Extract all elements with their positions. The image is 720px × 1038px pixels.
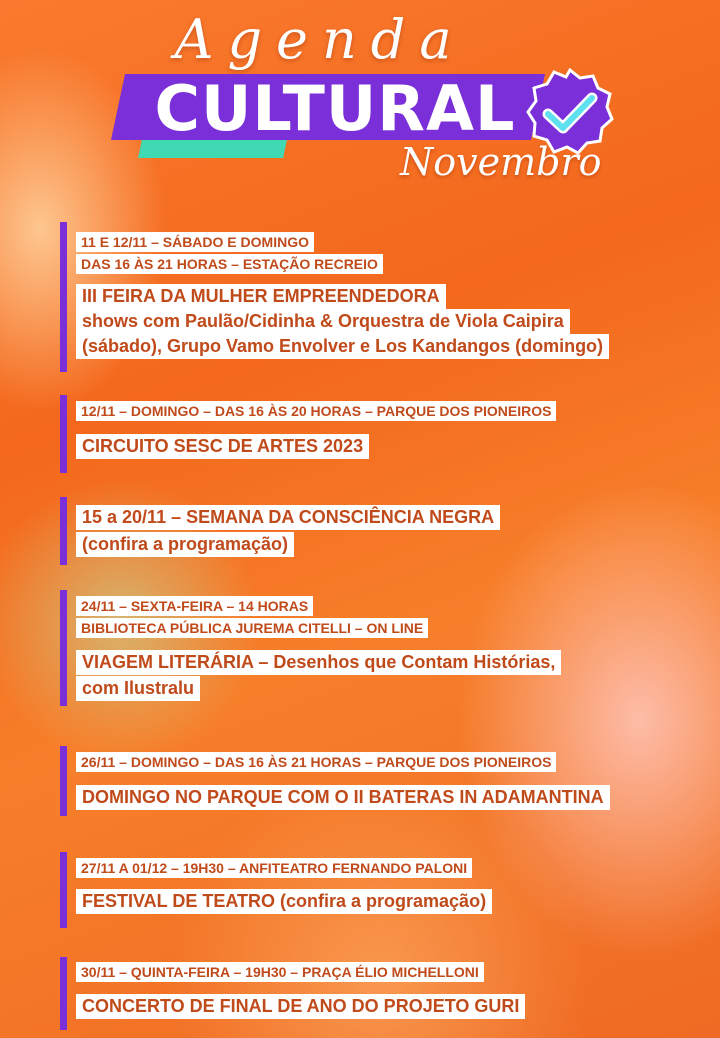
event-title: 15 a 20/11 – SEMANA DA CONSCIÊNCIA NEGRA [76,505,500,530]
event-title: III FEIRA DA MULHER EMPREENDEDORA [76,284,446,309]
header-title-cultural: CULTURAL [154,72,516,145]
event-info: 30/11 – QUINTA-FEIRA – 19H30 – PRAÇA ÉLIO MICHELLONI [76,962,484,982]
header [0,0,720,200]
event-bar [60,852,67,928]
header-title-agenda: Agenda [174,8,466,71]
event-title: VIAGEM LITERÁRIA – Desenhos que Contam Histórias, [76,650,561,675]
event-info: BIBLIOTECA PÚBLICA JUREMA CITELLI – ON LINE [76,618,428,638]
event-description: (confira a programação) [76,532,294,557]
event-bar [60,497,67,565]
event-bar [60,222,67,372]
event-description: (sábado), Grupo Vamo Envolver e Los Kandangos (domingo) [76,334,609,359]
event-title: FESTIVAL DE TEATRO (confira a programação) [76,889,492,914]
event-bar [60,395,67,473]
event-info: DAS 16 ÀS 21 HORAS – ESTAÇÃO RECREIO [76,254,383,274]
header-month: Novembro [400,140,602,184]
event-title: DOMINGO NO PARQUE COM O II BATERAS IN ADAMANTINA [76,785,610,810]
event-bar [60,590,67,706]
event-info: 11 E 12/11 – SÁBADO E DOMINGO [76,232,314,252]
event-title: CONCERTO DE FINAL DE ANO DO PROJETO GURI [76,994,525,1019]
event-title: CIRCUITO SESC DE ARTES 2023 [76,434,369,459]
event-description: shows com Paulão/Cidinha & Orquestra de Viola Caipira [76,309,570,334]
event-description: com Ilustralu [76,676,200,701]
event-bar [60,957,67,1030]
event-info: 24/11 – SEXTA-FEIRA – 14 HORAS [76,596,313,616]
event-info: 12/11 – DOMINGO – DAS 16 ÀS 20 HORAS – PARQUE DOS PIONEIROS [76,401,556,421]
event-info: 26/11 – DOMINGO – DAS 16 ÀS 21 HORAS – PARQUE DOS PIONEIROS [76,752,556,772]
event-info: 27/11 A 01/12 – 19H30 – ANFITEATRO FERNANDO PALONI [76,858,472,878]
event-bar [60,746,67,816]
